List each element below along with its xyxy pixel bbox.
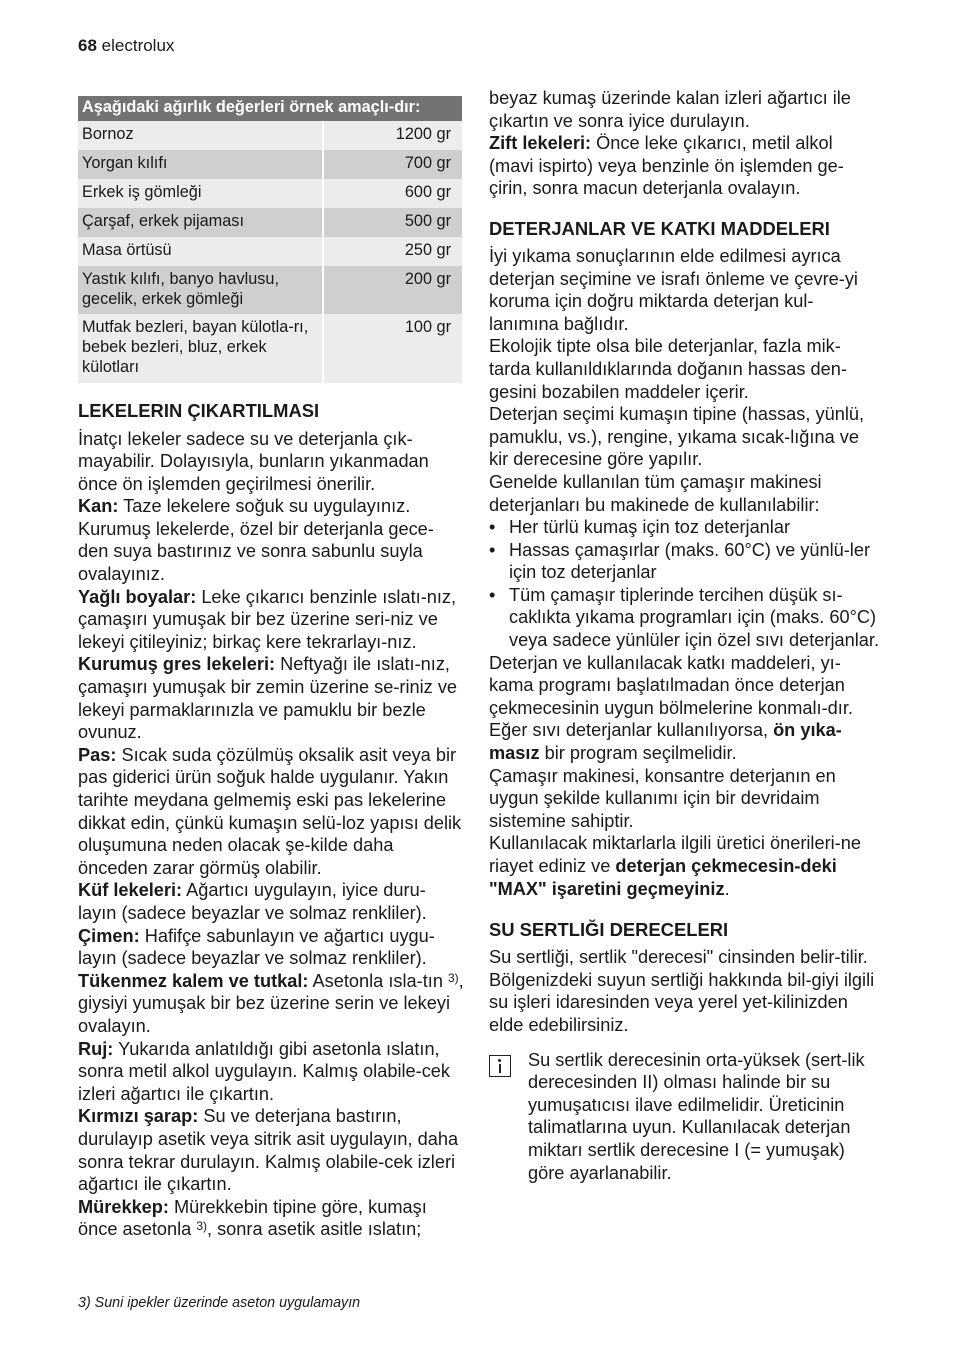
- detergent-list: [489, 516, 879, 652]
- table-row: [78, 179, 462, 208]
- stain-text: Mürekkebin tipine göre, kumaşı önce asetonla: [78, 1196, 427, 1240]
- list-item: [489, 539, 879, 584]
- footnote: 3) Suni ipekler üzerinde aseton uygulamayın: [78, 1295, 361, 1311]
- table-cell-item: Yastık kılıfı, banyo havlusu, gecelik, erkek gömleği: [78, 266, 323, 314]
- stain-ink-continued: beyaz kumaş üzerinde kalan izleri ağartıcı ile çıkartın ve sonra iyice durulayın.: [489, 88, 851, 131]
- stain-blood: [78, 495, 464, 585]
- weights-table-title: Aşağıdaki ağırlık değerleri örnek amaçlı-dır:: [78, 96, 462, 121]
- stain-label: Zift lekeleri:: [489, 133, 592, 154]
- hardness-heading: SU SERTLIĞI DERECELERI: [489, 919, 729, 941]
- emphasis: deterjan çekmecesin-deki "MAX" işaretini geçmeyiniz: [489, 856, 837, 899]
- table-cell-weight: 700 gr: [323, 150, 462, 179]
- table-row: [78, 314, 462, 383]
- stain-lipstick: [78, 1038, 464, 1106]
- stain-mould: [78, 879, 464, 924]
- stain-label: Mürekkep:: [78, 1196, 169, 1217]
- stain-text: Asetonla ısla-tın: [308, 970, 448, 991]
- table-cell-item: Masa örtüsü: [78, 237, 323, 266]
- detergents-paragraph: [489, 719, 879, 764]
- table-row: [78, 237, 462, 266]
- stain-red-wine: [78, 1105, 464, 1195]
- bullet-icon: •: [489, 539, 496, 560]
- paragraph-text: Eğer sıvı deterjanlar kullanılıyorsa,: [489, 720, 774, 741]
- left-column: [78, 96, 464, 1241]
- list-item-text: Her türlü kumaş için toz deterjanlar: [509, 517, 791, 538]
- detergents-paragraph: Deterjan seçimi kumaşın tipine (hassas, yünlü, pamuklu, vs.), rengine, yıkama sıcak-lığına ve kir derecesine göre yapılır.: [489, 404, 865, 470]
- detergents-paragraph: Genelde kullanılan tüm çamaşır makinesi deterjanları bu makinede de kullanılabilir:: [489, 471, 822, 515]
- detergents-paragraph: Deterjan ve kullanılacak katkı maddeleri, yı-kama programı başlatılmadan önce deterjan çekmecesinin uygun bölmelerine konmalı-dır.: [489, 652, 853, 718]
- stain-label: Tükenmez kalem ve tutkal:: [78, 970, 309, 991]
- stain-text: , sonra asetik asitle ıslatın;: [206, 1219, 422, 1240]
- stain-label: Kan:: [78, 496, 119, 517]
- stain-label: Ruj:: [78, 1038, 114, 1059]
- stain-label: Kurumuş gres lekeleri:: [78, 654, 276, 675]
- bullet-icon: •: [489, 584, 496, 605]
- stain-label: Çimen:: [78, 925, 140, 946]
- detergents-paragraph: İyi yıkama sonuçlarının elde edilmesi ayrıca deterjan seçimine ve israfı önleme ve çevre-yi koruma için doğru miktarda deterjan kul-lanımına bağlıdır.: [489, 245, 858, 334]
- stain-text: Sıcak suda çözülmüş oksalik asit veya bir pas giderici ürün soğuk halde uygulanır. Yakın tarihte meydana gelmemiş eski pas lekelerine dikkat edin, çünkü kumaşın selü-loz yapısı delik oluşumuna neden olacak şe-kilde daha önceden zarar görmüş olabilir.: [78, 744, 462, 878]
- detergents-paragraph: [489, 832, 879, 900]
- table-cell-weight: 600 gr: [323, 179, 462, 208]
- stain-grease: [78, 653, 464, 743]
- stain-text: Taze lekelere soğuk su uygulayınız. Kurumuş lekelerde, özel bir deterjanla gece-den suya bastırınız ve sonra sabunlu suyla ovalayınız.: [78, 496, 434, 585]
- stain-text: Önce leke çıkarıcı, metil alkol (mavi ispirto) veya benzinle ön işlemden ge-çirin, sonra macun deterjanla ovalayın.: [489, 133, 844, 199]
- table-cell-weight: 500 gr: [323, 208, 462, 237]
- footnote-ref: 3): [447, 970, 459, 985]
- table-cell-item: Erkek iş gömleği: [78, 179, 323, 208]
- stain-text: Leke çıkarıcı benzinle ıslatı-nız, çamaşırı yumuşak bir bez üzerine seri-niz ve lekeyi çitileyiniz; birkaç kere tekrarlayı-nız.: [78, 586, 457, 652]
- info-icon: [489, 1055, 511, 1077]
- stain-text: Yukarıda anlatıldığı gibi asetonla ıslatın, sonra metil alkol uygulayın. Kalmış olabile-cek izleri ağartıcı ile çıkartın.: [78, 1038, 451, 1104]
- stain-text: Ağartıcı uygulayın, iyice duru-layın (sadece beyazlar ve solmaz renkliler).: [78, 880, 427, 923]
- paragraph-text: bir program seçilmelidir.: [539, 743, 737, 764]
- stains-heading: LEKELERIN ÇIKARTILMASI: [78, 399, 320, 421]
- stain-label: Yağlı boyalar:: [78, 586, 197, 607]
- table-row: [78, 150, 462, 179]
- table-cell-item: Bornoz: [78, 121, 323, 150]
- table-row: [78, 208, 462, 237]
- bullet-icon: •: [489, 517, 496, 538]
- table-cell-item: Mutfak bezleri, bayan külotla-rı, bebek bezleri, bluz, erkek külotları: [78, 314, 323, 383]
- footnote-ref: 3): [196, 1219, 207, 1234]
- list-item: [489, 584, 879, 652]
- detergents-heading: DETERJANLAR VE KATKI MADDELERI: [489, 217, 830, 239]
- stain-label: Pas:: [78, 744, 117, 765]
- table-cell-item: Çarşaf, erkek pijaması: [78, 208, 323, 237]
- stain-tar: [489, 132, 879, 200]
- stain-text: Neftyağı ile ıslatı-nız, çamaşırı yumuşak bir zemin üzerine se-riniz ve lekeyi parmaklarınızla ve pamuklu bir bezle ovunuz.: [78, 654, 458, 743]
- info-note: [489, 1049, 879, 1185]
- info-note-text: Su sertlik derecesinin orta-yüksek (sert-lik derecesinden II) olması halinde bir su yumuşatıcısı ilave edilmelidir. Üreticinin talimatlarına uyun. Kullanılacak deterjan miktarı sertlik derecesine I (= yumuşak) göre ayarlanabilir.: [528, 1049, 865, 1183]
- stain-text: Hafifçe sabunlayın ve ağartıcı uygu-layın (sadece beyazlar ve solmaz renkliler).: [78, 925, 435, 969]
- stain-ink: [78, 1196, 464, 1241]
- stain-oil-paint: [78, 586, 464, 654]
- table-cell-weight: 1200 gr: [323, 121, 462, 150]
- brand-name: electrolux: [101, 36, 175, 55]
- table-cell-weight: 250 gr: [323, 237, 462, 266]
- page-number: 68: [78, 36, 97, 55]
- right-column: [489, 87, 879, 1184]
- table-row: [78, 266, 462, 314]
- detergents-paragraph: Ekolojik tipte olsa bile deterjanlar, fazla mik-tarda kullanıldıklarında doğanın hassas den-gesini bozabilen maddeler içerir.: [489, 336, 847, 402]
- table-cell-weight: 200 gr: [323, 266, 462, 314]
- paragraph-text: Kullanılacak miktarlarla ilgili üretici önerileri-ne riayet ediniz ve: [489, 833, 861, 876]
- stain-text: , giysiyi yumuşak bir bez üzerine serin ve lekeyi ovalayın.: [78, 970, 464, 1036]
- emphasis: ön yıka-masız: [489, 720, 842, 764]
- detergents-paragraph: Çamaşır makinesi, konsantre deterjanın en uygun şekilde kullanımı için bir devridaim sistemine sahiptir.: [489, 765, 836, 831]
- paragraph-text: .: [724, 878, 730, 899]
- table-row: [78, 121, 462, 150]
- stain-grass: [78, 925, 464, 970]
- weights-table-header: [78, 96, 462, 121]
- stain-label: Küf lekeleri:: [78, 880, 183, 901]
- stains-intro: İnatçı lekeler sadece su ve deterjanla çık-mayabilir. Dolayısıyla, bunların yıkanmadan önce ön işlemden geçirilmesi önerilir.: [78, 428, 429, 494]
- stain-text: Su ve deterjana bastırın, durulayıp asetik veya sitrik asit uygulayın, daha sonra tekrar durulayın. Kalmış olabile-cek izleri ağartıcı ile çıkartın.: [78, 1106, 459, 1195]
- table-cell-weight: 100 gr: [323, 314, 462, 383]
- table-cell-item: Yorgan kılıfı: [78, 150, 323, 179]
- hardness-paragraph: Su sertliği, sertlik "derecesi" cinsinden belir-tilir. Bölgenizdeki suyun sertliği hakkında bil-giyi ilgili su işleri idaresinden veya yerel yet-kilinizden elde edebilirsiniz.: [489, 947, 875, 1035]
- stain-ballpoint-glue: [78, 970, 464, 1038]
- stain-rust: [78, 744, 464, 880]
- stain-label: Kırmızı şarap:: [78, 1106, 199, 1127]
- weights-table: [78, 96, 462, 383]
- page-header: [78, 36, 174, 56]
- list-item: [489, 516, 879, 539]
- list-item-text: Tüm çamaşır tiplerinde tercihen düşük sı-caklıkta yıkama programları için (maks. 60°C) veya sadece yünlüler için özel sıvı deterjanlar.: [509, 584, 880, 651]
- list-item-text: Hassas çamaşırlar (maks. 60°C) ve yünlü-ler için toz deterjanlar: [509, 539, 871, 583]
